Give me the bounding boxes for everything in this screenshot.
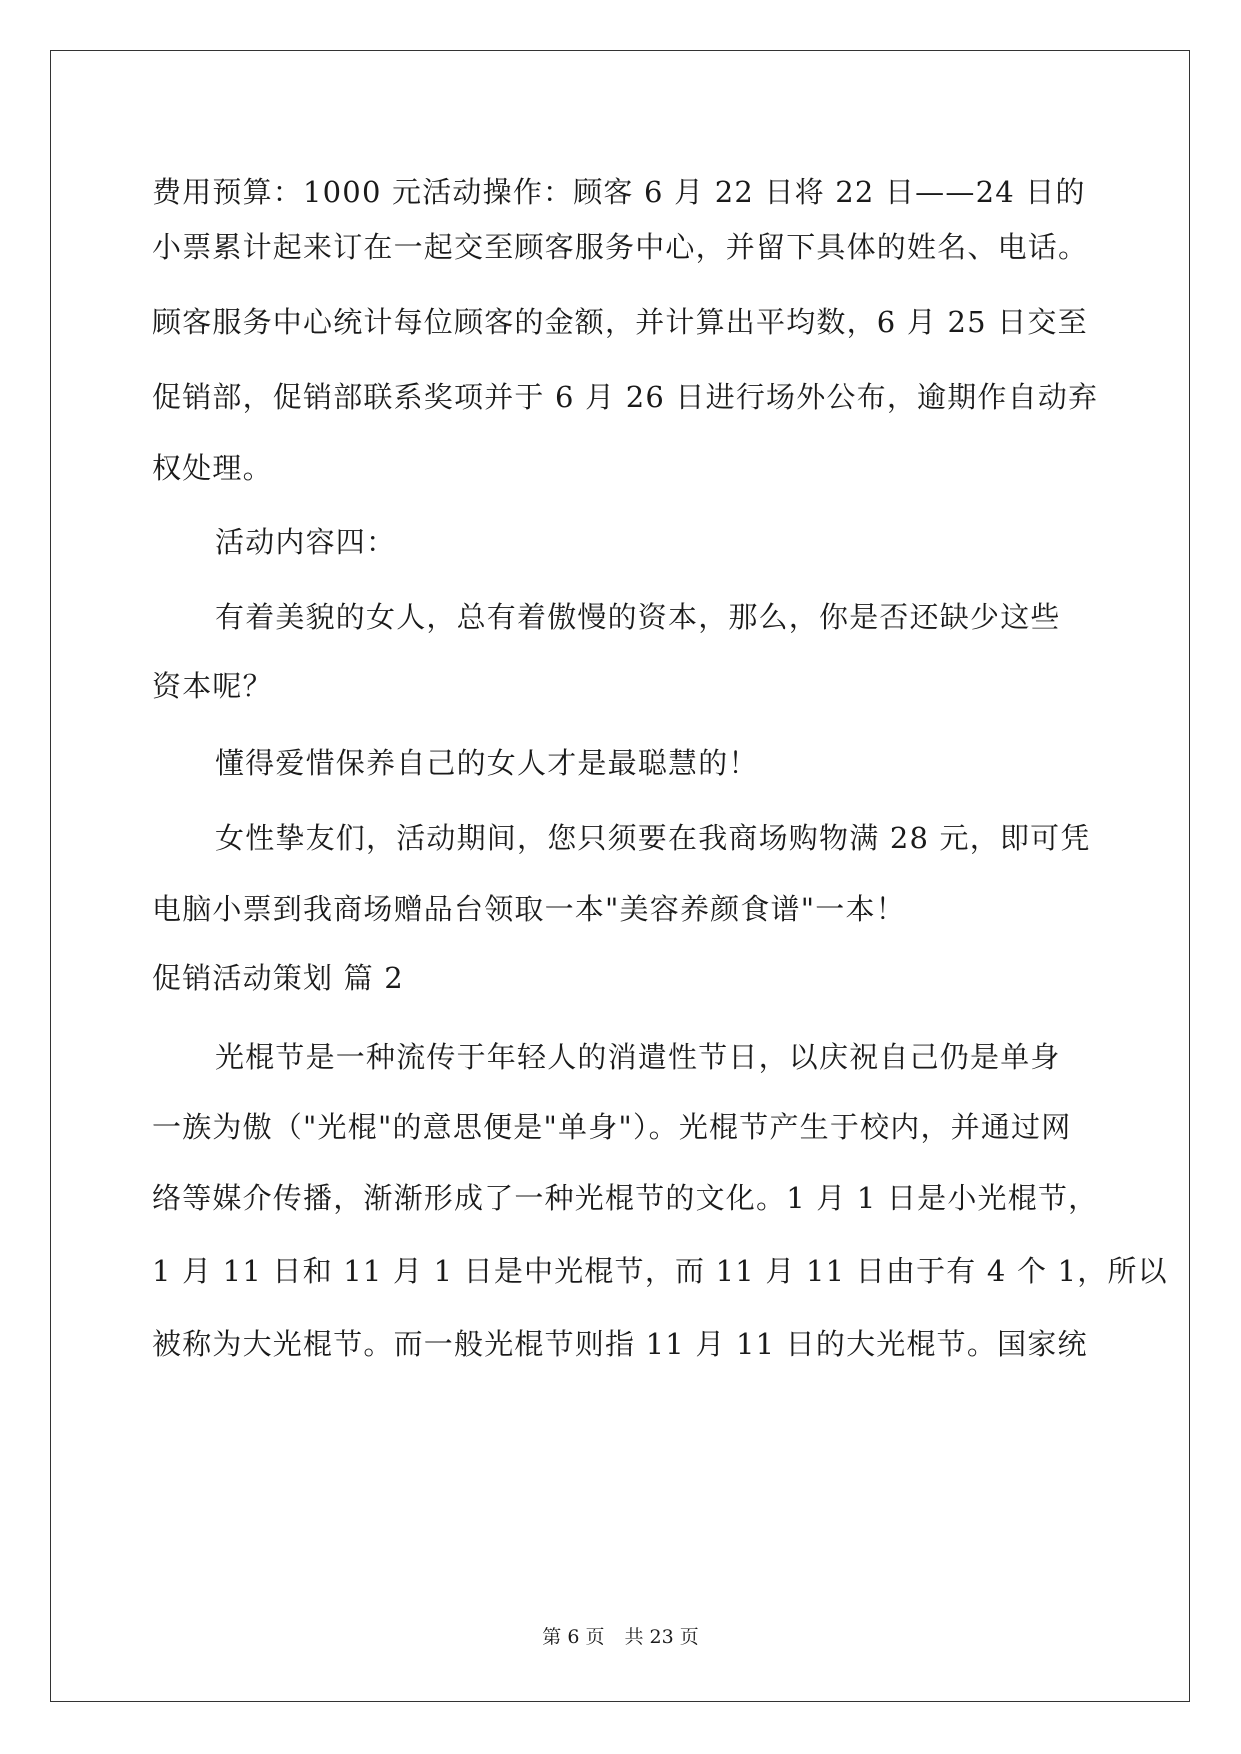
paragraph-line: 电脑小票到我商场赠品台领取一本"美容养颜食谱"一本！ (152, 892, 906, 926)
body-text-line: 促销部，促销部联系奖项并于 6 月 26 日进行场外公布，逾期作自动弃 (152, 380, 1099, 414)
paragraph-line: 络等媒介传播，渐渐形成了一种光棍节的文化。1 月 1 日是小光棍节， (152, 1181, 1099, 1215)
paragraph-line: 1 月 11 日和 11 月 1 日是中光棍节，而 11 月 11 日由于有 4 个 1，所以 (152, 1254, 1168, 1288)
body-text-line: 权处理。 (152, 451, 273, 485)
section-subheading: 活动内容四： (215, 525, 397, 559)
body-text-line: 顾客服务中心统计每位顾客的金额，并计算出平均数，6 月 25 日交至 (152, 305, 1088, 339)
page-number: 第 6 页 (542, 1626, 605, 1648)
paragraph-line: 有着美貌的女人，总有着傲慢的资本，那么，你是否还缺少这些 (215, 600, 1061, 634)
paragraph-line: 资本呢？ (152, 669, 273, 703)
paragraph-line: 被称为大光棍节。而一般光棍节则指 11 月 11 日的大光棍节。国家统 (152, 1327, 1088, 1361)
body-text-line: 费用预算：1000 元活动操作：顾客 6 月 22 日将 22 日——24 日的 (152, 175, 1086, 209)
paragraph-line: 懂得爱惜保养自己的女人才是最聪慧的！ (215, 746, 759, 780)
body-text-line: 小票累计起来订在一起交至顾客服务中心，并留下具体的姓名、电话。 (152, 230, 1089, 264)
paragraph-line: 光棍节是一种流传于年轻人的消遣性节日，以庆祝自己仍是单身 (215, 1040, 1061, 1074)
total-pages: 共 23 页 (624, 1626, 699, 1648)
page-border (50, 50, 1190, 1702)
paragraph-line: 一族为傲（"光棍"的意思便是"单身"）。光棍节产生于校内，并通过网 (152, 1110, 1072, 1144)
page-footer (0, 1625, 1241, 1649)
paragraph-line: 女性挚友们，活动期间，您只须要在我商场购物满 28 元，即可凭 (215, 821, 1091, 855)
section-heading: 促销活动策划 篇 2 (152, 961, 404, 995)
